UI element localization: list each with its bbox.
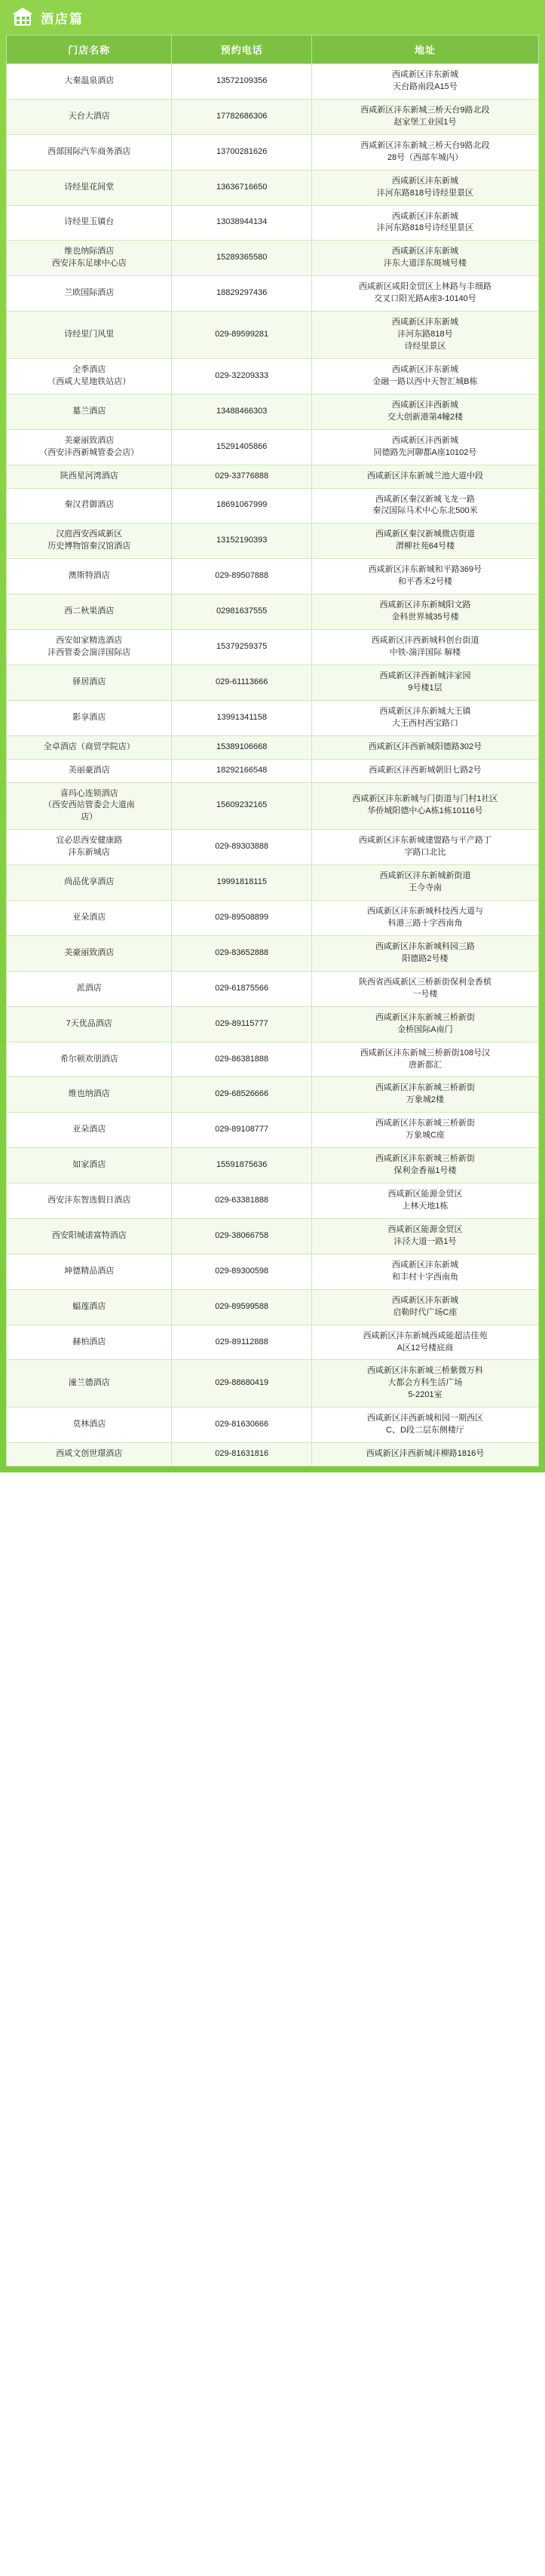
hotel-phone-cell[interactable]: 029-83652888: [172, 935, 311, 971]
table-row: [7, 1408, 539, 1443]
hotel-phone-cell[interactable]: 029-89303888: [172, 830, 311, 865]
hotel-address-cell: 西咸新区沣东新城建盟路与平产路丁 字路口北比: [311, 830, 538, 865]
table-row: [7, 488, 539, 523]
table-row: [7, 465, 539, 488]
table-row: [7, 1113, 539, 1148]
hotel-address-cell: 西咸新区沣东新城科园三路 阳德路2号楼: [311, 935, 538, 971]
hotel-phone-cell[interactable]: 029-38066758: [172, 1218, 311, 1254]
hotel-name-cell: 莫林酒店: [7, 1408, 172, 1443]
table-row: [7, 559, 539, 594]
hotel-phone-cell[interactable]: 029-89508899: [172, 901, 311, 936]
hotel-name-cell: 派酒店: [7, 971, 172, 1006]
hotel-phone-cell[interactable]: 13038944134: [172, 205, 311, 241]
hotel-phone-cell[interactable]: 13572109356: [172, 64, 311, 100]
hotel-phone-cell[interactable]: 18829297436: [172, 276, 311, 312]
hotel-address-cell: 西咸新区沣东新城科技西大道与 科港三路十字西南角: [311, 901, 538, 936]
hotel-phone-cell[interactable]: 15609232165: [172, 782, 311, 830]
hotel-address-cell: 西咸新区沣东新城三桥新街 保利金香福1号楼: [311, 1148, 538, 1184]
table-row: [7, 1289, 539, 1325]
hotel-address-cell: 西咸新区沣东新城和平路369号 和平香禾2号楼: [311, 559, 538, 594]
hotel-address-cell: 西咸新区沣东新城与门街道与门村1社区 华侨城阳德中心A栋1栋10116号: [311, 782, 538, 830]
hotel-name-cell: 亚朵酒店: [7, 901, 172, 936]
hotel-name-cell: 诗经里花间堂: [7, 170, 172, 205]
hotel-address-cell: 西咸新区沣东新城三桥天台9路北段 28号（西部车城内）: [311, 134, 538, 170]
hotel-name-cell: 维也纳际酒店 西安沣东足球中心店: [7, 241, 172, 276]
hotel-phone-cell[interactable]: 029-61113666: [172, 665, 311, 700]
hotel-phone-cell[interactable]: 029-89108777: [172, 1113, 311, 1148]
hotel-address-cell: 西咸新区沣东新城三桥新街 金桥国际A南门: [311, 1006, 538, 1042]
table-row: [7, 1042, 539, 1077]
hotel-phone-cell[interactable]: 02981637555: [172, 594, 311, 630]
table-row: [7, 1360, 539, 1408]
hotel-address-cell: 西咸新区沣东新城大王镇 大王西村西宝路口: [311, 700, 538, 735]
table-row: [7, 1254, 539, 1289]
hotel-phone-cell[interactable]: 029-89599281: [172, 312, 311, 359]
hotel-address-cell: 西咸新区沣东新城阳文路 金科世界城35号楼: [311, 594, 538, 630]
hotel-phone-cell[interactable]: 029-89300598: [172, 1254, 311, 1289]
table-row: [7, 782, 539, 830]
table-row: [7, 700, 539, 735]
table-row: [7, 241, 539, 276]
hotel-phone-cell[interactable]: 029-89112888: [172, 1325, 311, 1360]
hotel-address-cell: 西咸新区咸阳金贸区上林路与丰细路 交叉口阳光路A座3-10140号: [311, 276, 538, 312]
hotel-address-cell: 西咸新区沣西新城科创台街道 中铁-湍洋国际 解楼: [311, 630, 538, 665]
hotel-name-cell: 全季酒店 （西咸大星地铁站店）: [7, 358, 172, 394]
hotel-name-cell: 7天优品酒店: [7, 1006, 172, 1042]
hotel-phone-cell[interactable]: 029-86381888: [172, 1042, 311, 1077]
table-row: [7, 830, 539, 865]
table-row: [7, 630, 539, 665]
hotel-name-cell: 亚朵酒店: [7, 1113, 172, 1148]
hotel-address-cell: 西咸新区能源金贸区 上林天地1栋: [311, 1184, 538, 1219]
hotel-address-cell: 西咸新区秦汉新城微店街道 渭柳社苑64号楼: [311, 523, 538, 559]
table-row: [7, 276, 539, 312]
hotel-phone-cell[interactable]: 15379259375: [172, 630, 311, 665]
hotel-phone-cell[interactable]: 15389106668: [172, 735, 311, 759]
hotel-phone-cell[interactable]: 029-63381888: [172, 1184, 311, 1219]
hotel-name-cell: 希尔顿欢朋酒店: [7, 1042, 172, 1077]
table-row: [7, 971, 539, 1006]
table-row: [7, 64, 539, 100]
hotel-address-cell: 西咸新区沣东新城三桥天台9路北段 赵家堡工业园1号: [311, 99, 538, 134]
hotel-address-cell: 西咸新区沣东新城 沣河东路818号 诗经里景区: [311, 312, 538, 359]
hotel-address-cell: 西咸新区沣东新城 沣河东路818号诗经里景区: [311, 205, 538, 241]
table-row: [7, 1148, 539, 1184]
hotel-phone-cell[interactable]: 029-68526666: [172, 1077, 311, 1113]
hotel-address-cell: 西咸新区沣东新城 天台路南段A15号: [311, 64, 538, 100]
hotel-name-cell: 澳斯特酒店: [7, 559, 172, 594]
table-row: [7, 1325, 539, 1360]
hotel-phone-cell[interactable]: 029-81630666: [172, 1408, 311, 1443]
hotel-address-cell: 西咸新区沣东新城三桥新街 万象城C座: [311, 1113, 538, 1148]
hotel-name-cell: 全卓酒店（商贸学院店）: [7, 735, 172, 759]
table-row: [7, 134, 539, 170]
table-row: [7, 1218, 539, 1254]
column-header-address: 地址: [311, 35, 538, 64]
hotel-name-cell: 天台大酒店: [7, 99, 172, 134]
hotel-phone-cell[interactable]: 15289365580: [172, 241, 311, 276]
hotel-phone-cell[interactable]: 18292166548: [172, 759, 311, 782]
hotel-name-cell: 西安沣东智选假日酒店: [7, 1184, 172, 1219]
hotel-phone-cell[interactable]: 029-81631816: [172, 1443, 311, 1466]
table-row: [7, 735, 539, 759]
hotel-phone-cell[interactable]: 029-89507888: [172, 559, 311, 594]
table-body: [7, 64, 539, 1466]
hotel-name-cell: 尚品优享酒店: [7, 865, 172, 901]
table-header-row: [7, 35, 539, 64]
table-row: [7, 1443, 539, 1466]
hotel-name-cell: 墓兰酒店: [7, 394, 172, 429]
hotel-address-cell: 西咸新区沣东新城三桥紫微万科 大都会方科生活广场 5-2201室: [311, 1360, 538, 1408]
hotel-address-cell: 西咸新区沣西新城 交大创新港第4幢2楼: [311, 394, 538, 429]
hotel-address-cell: 西咸新区沣东新城 启勒时代广场C座: [311, 1289, 538, 1325]
hotel-phone-cell[interactable]: 13488466303: [172, 394, 311, 429]
table-header: [7, 35, 539, 64]
table-row: [7, 1184, 539, 1219]
hotel-address-cell: 西咸新区沣东新城 沣东大道洋东斑城号楼: [311, 241, 538, 276]
table-row: [7, 312, 539, 359]
hotel-phone-cell[interactable]: 029-33776888: [172, 465, 311, 488]
page-title: 酒店篇: [41, 11, 84, 26]
hotel-address-cell: 西咸新区沣东新城三桥新街108号汉 唐新都汇: [311, 1042, 538, 1077]
hotel-phone-cell[interactable]: 029-89115777: [172, 1006, 311, 1042]
hotel-name-cell: 诗经里玉镇台: [7, 205, 172, 241]
hotel-name-cell: 西安阳城诺富特酒店: [7, 1218, 172, 1254]
hotel-address-cell: 西咸新区沣东新城 和丰村十字西南角: [311, 1254, 538, 1289]
table-row: [7, 901, 539, 936]
hotel-name-cell: 汉庭西安西咸新区 历史博物馆秦汉馆酒店: [7, 523, 172, 559]
hotel-address-cell: 西咸新区沣东新城三桥新街 万象城2楼: [311, 1077, 538, 1113]
hotel-table-container: [0, 35, 545, 1466]
hotel-name-cell: 美豪丽致酒店: [7, 935, 172, 971]
hotel-address-cell: 西咸新区沣东新城新街道 王今寺南: [311, 865, 538, 901]
hotel-name-cell: 蝠莲酒店: [7, 1289, 172, 1325]
table-row: [7, 99, 539, 134]
hotel-address-cell: 西咸新区沣西新城 同德路先河聊都A座10102号: [311, 429, 538, 465]
hotel-table: [6, 35, 539, 1466]
table-row: [7, 170, 539, 205]
table-row: [7, 665, 539, 700]
hotel-name-cell: 赫柏酒店: [7, 1325, 172, 1360]
hotel-name-cell: 喜玛心连锁酒店 （西安西站管委会大道南 店）: [7, 782, 172, 830]
table-row: [7, 865, 539, 901]
hotel-address-cell: 西咸新区沣东新城西咸能超洁佳苑 A区12号楼底商: [311, 1325, 538, 1360]
table-row: [7, 935, 539, 971]
table-row: [7, 1006, 539, 1042]
table-row: [7, 594, 539, 630]
hotel-name-cell: 西安如家精选酒店 沣西管委会湍洋国际店: [7, 630, 172, 665]
hotel-phone-cell[interactable]: 029-88680419: [172, 1360, 311, 1408]
hotel-name-cell: 坤德精品酒店: [7, 1254, 172, 1289]
hotel-name-cell: 诗经里门风里: [7, 312, 172, 359]
hotel-address-cell: 西咸新区沣西新城沣家园 9号楼1层: [311, 665, 538, 700]
hotel-phone-cell[interactable]: 13700281626: [172, 134, 311, 170]
hotel-name-cell: 如家酒店: [7, 1148, 172, 1184]
hotel-phone-cell[interactable]: 19991818115: [172, 865, 311, 901]
hotel-address-cell: 西咸新区沣西新城朝旧七路2号: [311, 759, 538, 782]
hotel-name-cell: 兰欧国际酒店: [7, 276, 172, 312]
hotel-phone-cell[interactable]: 15591875636: [172, 1148, 311, 1184]
table-row: [7, 1077, 539, 1113]
hotel-address-cell: 西咸新区沣西新城阳德路302号: [311, 735, 538, 759]
hotel-phone-cell[interactable]: 13636716650: [172, 170, 311, 205]
hotel-name-cell: 影享酒店: [7, 700, 172, 735]
table-row: [7, 759, 539, 782]
column-header-name: 门店名称: [7, 35, 172, 64]
hotel-phone-cell[interactable]: 17782686306: [172, 99, 311, 134]
hotel-address-cell: 西咸新区沣东新城 金融一路以西中天智汇城B栋: [311, 358, 538, 394]
hotel-phone-cell[interactable]: 029-32209333: [172, 358, 311, 394]
hotel-phone-cell[interactable]: 029-61875566: [172, 971, 311, 1006]
table-row: [7, 358, 539, 394]
hotel-address-cell: 西咸新区能源金贸区 沣泾大道一路1号: [311, 1218, 538, 1254]
hotel-phone-cell[interactable]: 13152190393: [172, 523, 311, 559]
page-header: [0, 0, 545, 35]
table-row: [7, 523, 539, 559]
hotel-name-cell: 西咸文创世璟酒店: [7, 1443, 172, 1466]
hotel-address-cell: 西咸新区秦汉新城飞龙一路 秦汉国际马术中心东北500米: [311, 488, 538, 523]
hotel-name-cell: 宜必思西安健康路 沣东新城店: [7, 830, 172, 865]
table-row: [7, 429, 539, 465]
hotel-address-cell: 陕西省西咸新区三桥新街保利金香槟 一号楼: [311, 971, 538, 1006]
hotel-address-cell: 西咸新区沣西新城沣柳路1816号: [311, 1443, 538, 1466]
hotel-phone-cell[interactable]: 15291405866: [172, 429, 311, 465]
table-row: [7, 205, 539, 241]
hotel-name-cell: 大秦温泉酒店: [7, 64, 172, 100]
hotel-phone-cell[interactable]: 13991341158: [172, 700, 311, 735]
hotel-address-cell: 西咸新区沣西新城和园一期西区 C、D段二层东侧楼厅: [311, 1408, 538, 1443]
hotel-name-cell: 秦汉君御酒店: [7, 488, 172, 523]
hotel-name-cell: 美豪丽致酒店 （西安沣西新城管委会店）: [7, 429, 172, 465]
hotel-name-cell: 西二秋果酒店: [7, 594, 172, 630]
hotel-phone-cell[interactable]: 18691067999: [172, 488, 311, 523]
column-header-phone: 预约电话: [172, 35, 311, 64]
hotel-name-cell: 西部国际汽车商务酒店: [7, 134, 172, 170]
hotel-name-cell: 美丽豪酒店: [7, 759, 172, 782]
hotel-icon: [11, 6, 35, 29]
hotel-name-cell: 驿居酒店: [7, 665, 172, 700]
table-row: [7, 394, 539, 429]
hotel-address-cell: 西咸新区沣东新城 沣河东路818号诗经里景区: [311, 170, 538, 205]
hotel-phone-cell[interactable]: 029-89599588: [172, 1289, 311, 1325]
hotel-name-cell: 陕西星河湾酒店: [7, 465, 172, 488]
hotel-address-cell: 西咸新区沣东新城兰池大道中段: [311, 465, 538, 488]
hotel-name-cell: 维也纳酒店: [7, 1077, 172, 1113]
hotel-name-cell: 潼兰德酒店: [7, 1360, 172, 1408]
